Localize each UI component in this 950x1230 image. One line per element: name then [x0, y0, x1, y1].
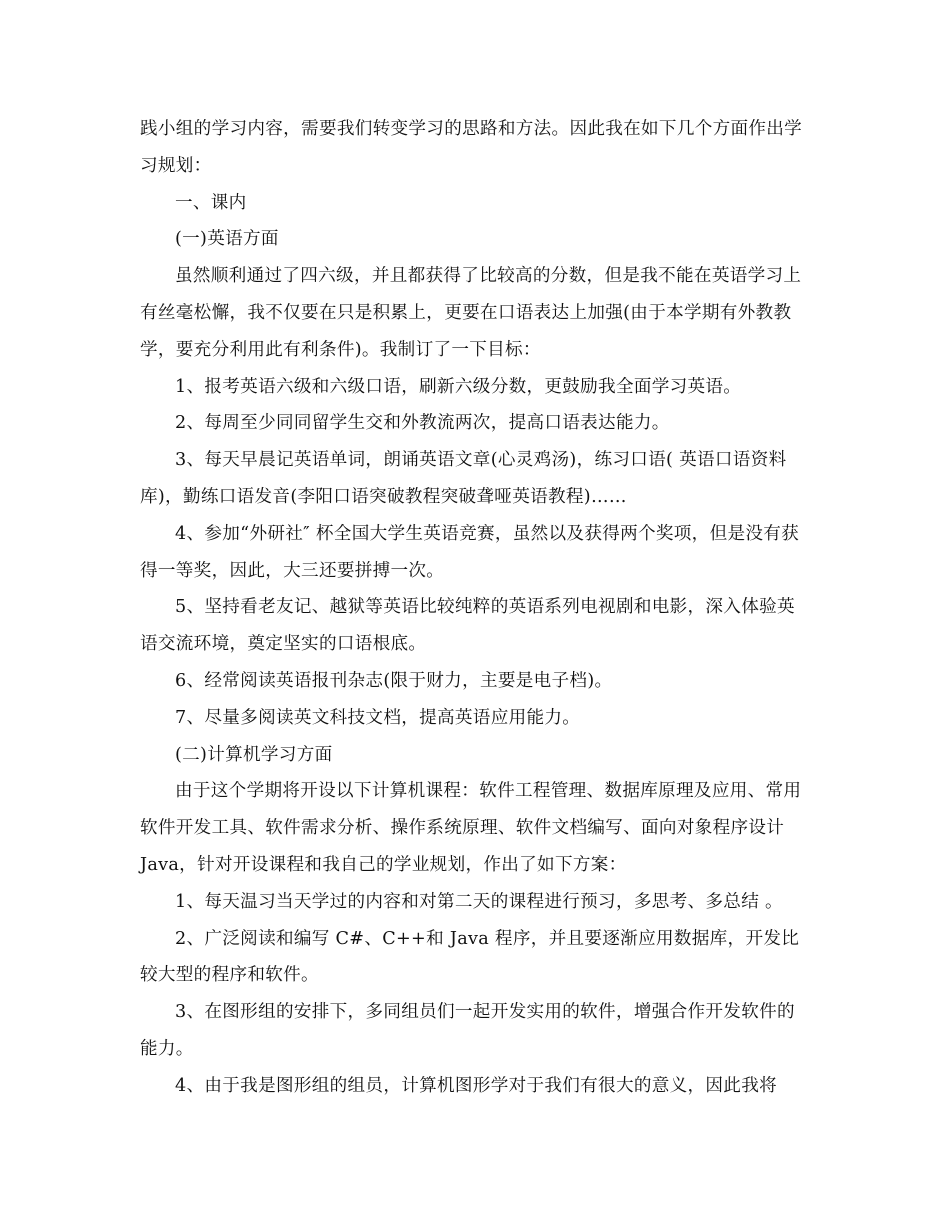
list-item: 6、经常阅读英语报刊杂志(限于财力，主要是电子档)。: [175, 670, 613, 691]
list-item: 1、每天温习当天学过的内容和对第二天的课程进行预习，多思考、多总结 。: [175, 891, 783, 912]
subsection-heading: (二)计算机学习方面: [175, 744, 333, 765]
paragraph: 虽然顺利通过了四六级，并且都获得了比较高的分数，但是我不能在英语学习上有丝毫松懈，我不仅要在只是积累上，更要在口语表达上加强(由于本学期有外教教学，要充分利用此有利条件)。我制订了一下目标：: [140, 266, 802, 360]
list-item: 3、在图形组的安排下，多同组员们一起开发实用的软件，增强合作开发软件的能力。: [140, 1002, 795, 1059]
subsection-heading: (一)英语方面: [175, 229, 279, 250]
paragraph: 践小组的学习内容，需要我们转变学习的思路和方法。因此我在如下几个方面作出学习规划：: [140, 119, 803, 176]
list-item: 2、广泛阅读和编写 C#、C++和 Java 程序，并且要逐渐应用数据库，开发比较大型的程序和软件。: [140, 928, 800, 986]
list-item: 5、坚持看老友记、越狱等英语比较纯粹的英语系列电视剧和电影，深入体验英语交流环境，奠定坚实的口语根底。: [140, 597, 795, 655]
list-item: 4、参加“外研社″ 杯全国大学生英语竞赛，虽然以及获得两个奖项，但是没有获得一等奖，因此，大三还要拼搏一次。: [140, 523, 800, 581]
list-item: 1、报考英语六级和六级口语，刷新六级分数，更鼓励我全面学习英语。: [175, 376, 742, 397]
paragraph: 由于这个学期将开设以下计算机课程：软件工程管理、数据库原理及应用、常用软件开发工具、软件需求分析、操作系统原理、软件文档编写、面向对象程序设计 Java，针对开设课程和我自己的学业规划，作出了如下方案：: [140, 781, 802, 875]
list-item: 2、每周至少同同留学生交和外教流两次，提高口语表达能力。: [175, 413, 670, 434]
document-body: [140, 111, 812, 1105]
list-item: 3、每天早晨记英语单词，朗诵英语文章(心灵鸡汤)，练习口语( 英语口语资料库)，勤练口语发音(李阳口语突破教程突破聋哑英语教程)……: [140, 450, 787, 507]
section-heading: 一、课内: [175, 192, 247, 213]
list-item: 4、由于我是图形组的组员，计算机图形学对于我们有很大的意义，因此我将: [175, 1075, 777, 1096]
list-item: 7、尽量多阅读英文科技文档，提高英语应用能力。: [175, 707, 581, 728]
